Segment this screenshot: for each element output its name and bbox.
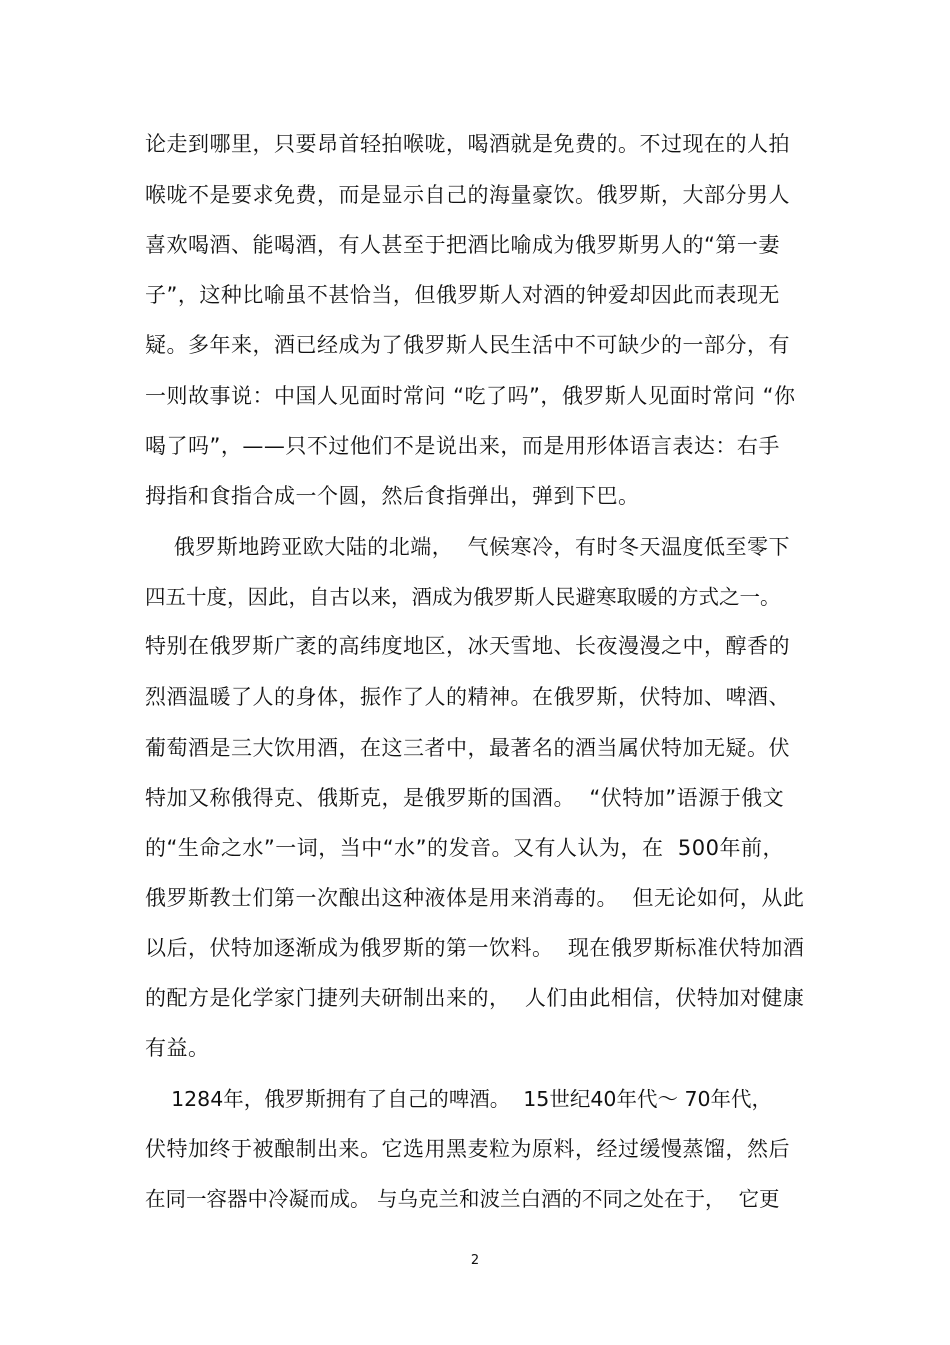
text-line: 喝了吗”，——只不过他们不是说出来，而是用形体语言表达：右手 [145,434,780,458]
text-line: 在同一容器中冷凝而成。 与乌克兰和波兰白酒的不同之处在于， 它更 [145,1187,780,1211]
text-line: 特别在俄罗斯广袤的高纬度地区，冰天雪地、长夜漫漫之中，醇香的 [145,634,790,658]
text-line: 烈酒温暖了人的身体，振作了人的精神。在俄罗斯，伏特加、啤酒、 [145,685,790,709]
text-line: 疑。多年来，酒已经成为了俄罗斯人民生活中不可缺少的一部分，有 [145,333,790,357]
text-line: 有益。 [145,1036,210,1060]
page-number: 2 [470,1253,480,1268]
text-line: 的“生命之水”一词，当中“水”的发音。又有人认为，在 500年前， [145,836,784,860]
text-line: 四五十度，因此，自古以来，酒成为俄罗斯人民避寒取暖的方式之一。 [145,585,781,609]
text-line: 的配方是化学家门捷列夫研制出来的， 人们由此相信，伏特加对健康 [145,986,805,1010]
text-line: 论走到哪里，只要昂首轻拍喉咙，喝酒就是免费的。不过现在的人拍 [145,132,790,156]
text-line: 特加又称俄得克、俄斯克，是俄罗斯的国酒。 “伏特加”语源于俄文 [145,786,785,810]
text-line: 喜欢喝酒、能喝酒，有人甚至于把酒比喻成为俄罗斯男人的“第一妻 [145,233,780,257]
text-line: 俄罗斯教士们第一次酿出这种液体是用来消毒的。 但无论如何，从此 [145,886,805,910]
text-line: 1284年，俄罗斯拥有了自己的啤酒。 15世纪40年代～ 70年代， [145,1087,773,1111]
text-line: 一则故事说：中国人见面时常问 “吃了吗”，俄罗斯人见面时常问 “你 [145,384,796,408]
text-line: 以后，伏特加逐渐成为俄罗斯的第一饮料。 现在俄罗斯标准伏特加酒 [145,936,805,960]
text-line: 子”，这种比喻虽不甚恰当，但俄罗斯人对酒的钟爱却因此而表现无 [145,283,780,307]
text-line: 葡萄酒是三大饮用酒，在这三者中，最著名的酒当属伏特加无疑。伏 [145,736,790,760]
text-line: 喉咙不是要求免费，而是显示自己的海量豪饮。俄罗斯，大部分男人 [145,183,790,207]
text-line: 拇指和食指合成一个圆，然后食指弹出，弹到下巴。 [145,484,640,508]
text-line: 伏特加终于被酿制出来。它选用黑麦粒为原料，经过缓慢蒸馏，然后 [145,1137,790,1161]
text-line: 俄罗斯地跨亚欧大陆的北端， 气候寒冷，有时冬天温度低至零下 [145,535,791,559]
